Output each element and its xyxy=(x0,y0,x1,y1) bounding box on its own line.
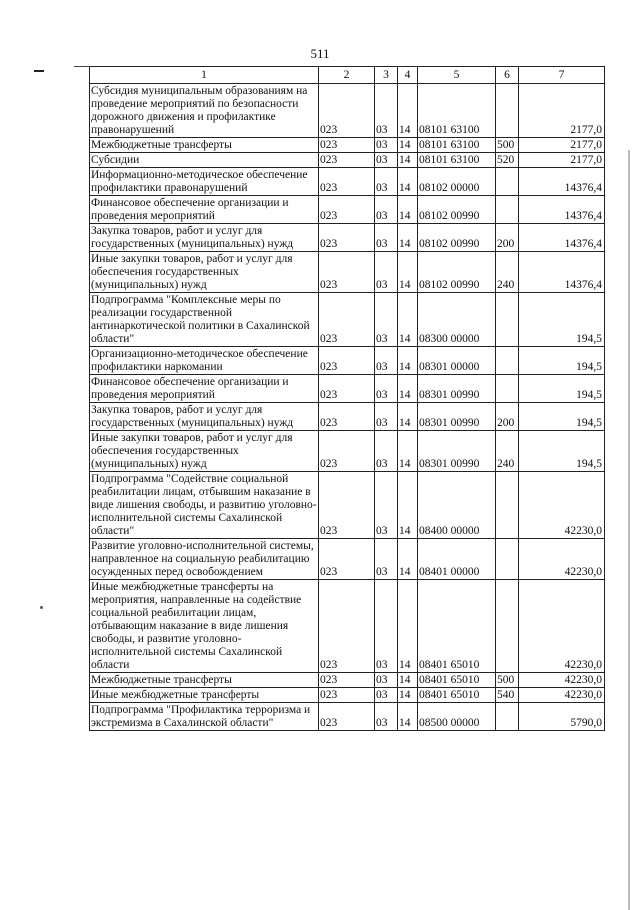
row-subsection: 14 xyxy=(398,224,418,252)
row-grbs: 023 xyxy=(319,472,375,539)
row-section: 03 xyxy=(375,224,398,252)
table-row xyxy=(90,347,605,375)
row-name: Информационно-методическое обеспечение профилактики правонарушений xyxy=(90,168,319,196)
row-grbs: 023 xyxy=(319,153,375,168)
row-target-article: 08102 00990 xyxy=(418,224,496,252)
row-target-article: 08102 00000 xyxy=(418,168,496,196)
row-name: Межбюджетные трансферты xyxy=(90,673,319,688)
table-header xyxy=(90,67,605,84)
row-amount: 42230,0 xyxy=(519,673,605,688)
row-expense-type: 240 xyxy=(496,252,519,293)
row-section: 03 xyxy=(375,703,398,731)
row-expense-type xyxy=(496,703,519,731)
row-section: 03 xyxy=(375,84,398,138)
table-row xyxy=(90,153,605,168)
row-section: 03 xyxy=(375,347,398,375)
table-body xyxy=(90,84,605,731)
table-row xyxy=(90,168,605,196)
row-target-article: 08301 00990 xyxy=(418,403,496,431)
row-expense-type: 200 xyxy=(496,224,519,252)
table-row xyxy=(90,196,605,224)
row-expense-type: 540 xyxy=(496,688,519,703)
scan-speck xyxy=(40,606,43,609)
row-amount: 14376,4 xyxy=(519,196,605,224)
row-grbs: 023 xyxy=(319,403,375,431)
row-name: Закупка товаров, работ и услуг для государственных (муниципальных) нужд xyxy=(90,403,319,431)
row-amount: 14376,4 xyxy=(519,252,605,293)
table-row xyxy=(90,252,605,293)
row-name: Иные закупки товаров, работ и услуг для обеспечения государственных (муниципальных) нужд xyxy=(90,252,319,293)
row-section: 03 xyxy=(375,431,398,472)
row-amount: 194,5 xyxy=(519,431,605,472)
row-section: 03 xyxy=(375,472,398,539)
row-amount: 5790,0 xyxy=(519,703,605,731)
row-grbs: 023 xyxy=(319,347,375,375)
table-row xyxy=(90,688,605,703)
row-target-article: 08401 65010 xyxy=(418,580,496,673)
row-subsection: 14 xyxy=(398,375,418,403)
row-grbs: 023 xyxy=(319,252,375,293)
page-number: 511 xyxy=(310,46,330,61)
row-section: 03 xyxy=(375,138,398,153)
row-name: Иные закупки товаров, работ и услуг для обеспечения государственных (муниципальных) нужд xyxy=(90,431,319,472)
row-section: 03 xyxy=(375,375,398,403)
row-name: Иные межбюджетные трансферты на мероприятия, направленные на содействие социальной реабилитации лицам, отбывающим наказание в виде лишения свободы, и развитие уголовно-исполнительной системы Сахалинской области xyxy=(90,580,319,673)
row-target-article: 08101 63100 xyxy=(418,84,496,138)
table-row xyxy=(90,580,605,673)
row-name: Развитие уголовно-исполнительной системы, направленное на социальную реабилитацию осужденных перед освобождением xyxy=(90,539,319,580)
row-section: 03 xyxy=(375,196,398,224)
row-section: 03 xyxy=(375,673,398,688)
row-target-article: 08101 63100 xyxy=(418,153,496,168)
table-row xyxy=(90,403,605,431)
row-subsection: 14 xyxy=(398,703,418,731)
row-subsection: 14 xyxy=(398,431,418,472)
row-target-article: 08102 00990 xyxy=(418,196,496,224)
table-row xyxy=(90,375,605,403)
row-subsection: 14 xyxy=(398,252,418,293)
row-amount: 2177,0 xyxy=(519,138,605,153)
row-target-article: 08301 00990 xyxy=(418,375,496,403)
row-section: 03 xyxy=(375,293,398,347)
header-col-grbs: 2 xyxy=(319,67,375,84)
row-target-article: 08301 00000 xyxy=(418,347,496,375)
row-target-article: 08401 00000 xyxy=(418,539,496,580)
table-row xyxy=(90,472,605,539)
row-subsection: 14 xyxy=(398,168,418,196)
table-row xyxy=(90,84,605,138)
row-grbs: 023 xyxy=(319,224,375,252)
row-grbs: 023 xyxy=(319,703,375,731)
table-row xyxy=(90,138,605,153)
row-subsection: 14 xyxy=(398,673,418,688)
row-subsection: 14 xyxy=(398,347,418,375)
table-row xyxy=(90,673,605,688)
row-amount: 42230,0 xyxy=(519,472,605,539)
row-name: Организационно-методическое обеспечение профилактики наркомании xyxy=(90,347,319,375)
row-expense-type xyxy=(496,84,519,138)
row-name: Субсидии xyxy=(90,153,319,168)
row-amount: 42230,0 xyxy=(519,688,605,703)
row-grbs: 023 xyxy=(319,673,375,688)
row-amount: 2177,0 xyxy=(519,84,605,138)
row-target-article: 08401 65010 xyxy=(418,688,496,703)
row-expense-type xyxy=(496,472,519,539)
row-subsection: 14 xyxy=(398,472,418,539)
row-target-article: 08102 00990 xyxy=(418,252,496,293)
row-target-article: 08400 00000 xyxy=(418,472,496,539)
row-amount: 194,5 xyxy=(519,293,605,347)
row-expense-type xyxy=(496,580,519,673)
row-grbs: 023 xyxy=(319,375,375,403)
row-expense-type xyxy=(496,347,519,375)
row-name: Межбюджетные трансферты xyxy=(90,138,319,153)
row-expense-type: 500 xyxy=(496,138,519,153)
row-expense-type: 500 xyxy=(496,673,519,688)
row-target-article: 08101 63100 xyxy=(418,138,496,153)
row-amount: 14376,4 xyxy=(519,224,605,252)
row-name: Подпрограмма "Профилактика терроризма и экстремизма в Сахалинской области" xyxy=(90,703,319,731)
row-target-article: 08300 00000 xyxy=(418,293,496,347)
row-name: Закупка товаров, работ и услуг для государственных (муниципальных) нужд xyxy=(90,224,319,252)
row-grbs: 023 xyxy=(319,293,375,347)
table-row xyxy=(90,431,605,472)
row-subsection: 14 xyxy=(398,539,418,580)
table-row xyxy=(90,293,605,347)
row-subsection: 14 xyxy=(398,138,418,153)
row-expense-type xyxy=(496,168,519,196)
row-target-article: 08401 65010 xyxy=(418,673,496,688)
row-expense-type: 520 xyxy=(496,153,519,168)
row-amount: 2177,0 xyxy=(519,153,605,168)
row-grbs: 023 xyxy=(319,539,375,580)
row-grbs: 023 xyxy=(319,168,375,196)
row-expense-type: 200 xyxy=(496,403,519,431)
row-section: 03 xyxy=(375,403,398,431)
row-grbs: 023 xyxy=(319,196,375,224)
row-name: Подпрограмма "Содействие социальной реабилитации лицам, отбывшим наказание в виде лишения свободы, и развитию уголовно-исполнительной системы Сахалинской области" xyxy=(91,473,317,537)
row-subsection: 14 xyxy=(398,293,418,347)
row-amount: 42230,0 xyxy=(519,539,605,580)
row-subsection: 14 xyxy=(398,580,418,673)
table-row xyxy=(90,539,605,580)
header-col-amount: 7 xyxy=(519,67,605,84)
header-col-name: 1 xyxy=(90,67,319,84)
row-subsection: 14 xyxy=(398,403,418,431)
row-section: 03 xyxy=(375,539,398,580)
header-col-expense-type: 6 xyxy=(496,67,519,84)
row-name: Подпрограмма "Комплексные меры по реализации государственной антинаркотической политики в Сахалинской области" xyxy=(90,293,319,347)
row-amount: 14376,4 xyxy=(519,168,605,196)
table-row xyxy=(90,703,605,731)
scan-mark xyxy=(34,70,44,72)
row-amount: 194,5 xyxy=(519,403,605,431)
row-name: Финансовое обеспечение организации и проведения мероприятий xyxy=(90,196,319,224)
row-amount: 194,5 xyxy=(519,347,605,375)
row-expense-type xyxy=(496,293,519,347)
row-subsection: 14 xyxy=(398,153,418,168)
row-expense-type xyxy=(496,196,519,224)
table-row xyxy=(90,224,605,252)
row-subsection: 14 xyxy=(398,688,418,703)
row-name: Финансовое обеспечение организации и проведения мероприятий xyxy=(90,375,319,403)
row-grbs: 023 xyxy=(319,138,375,153)
row-grbs: 023 xyxy=(319,84,375,138)
row-name: Субсидия муниципальным образованиям на проведение мероприятий по безопасности дорожного движения и профилактике правонарушений xyxy=(90,84,319,138)
row-section: 03 xyxy=(375,153,398,168)
row-grbs: 023 xyxy=(319,431,375,472)
row-amount: 194,5 xyxy=(519,375,605,403)
row-amount: 42230,0 xyxy=(519,580,605,673)
row-grbs: 023 xyxy=(319,580,375,673)
row-expense-type: 240 xyxy=(496,431,519,472)
row-target-article: 08301 00990 xyxy=(418,431,496,472)
row-expense-type xyxy=(496,539,519,580)
budget-table xyxy=(89,66,605,731)
row-section: 03 xyxy=(375,580,398,673)
row-target-article: 08500 00000 xyxy=(418,703,496,731)
row-section: 03 xyxy=(375,252,398,293)
page-edge-shadow xyxy=(628,150,630,910)
header-col-subsection: 4 xyxy=(398,67,418,84)
header-col-section: 3 xyxy=(375,67,398,84)
row-section: 03 xyxy=(375,688,398,703)
row-section: 03 xyxy=(375,168,398,196)
row-subsection: 14 xyxy=(398,196,418,224)
row-expense-type xyxy=(496,375,519,403)
row-name: Иные межбюджетные трансферты xyxy=(90,688,319,703)
header-col-target-article: 5 xyxy=(418,67,496,84)
row-subsection: 14 xyxy=(398,84,418,138)
row-grbs: 023 xyxy=(319,688,375,703)
